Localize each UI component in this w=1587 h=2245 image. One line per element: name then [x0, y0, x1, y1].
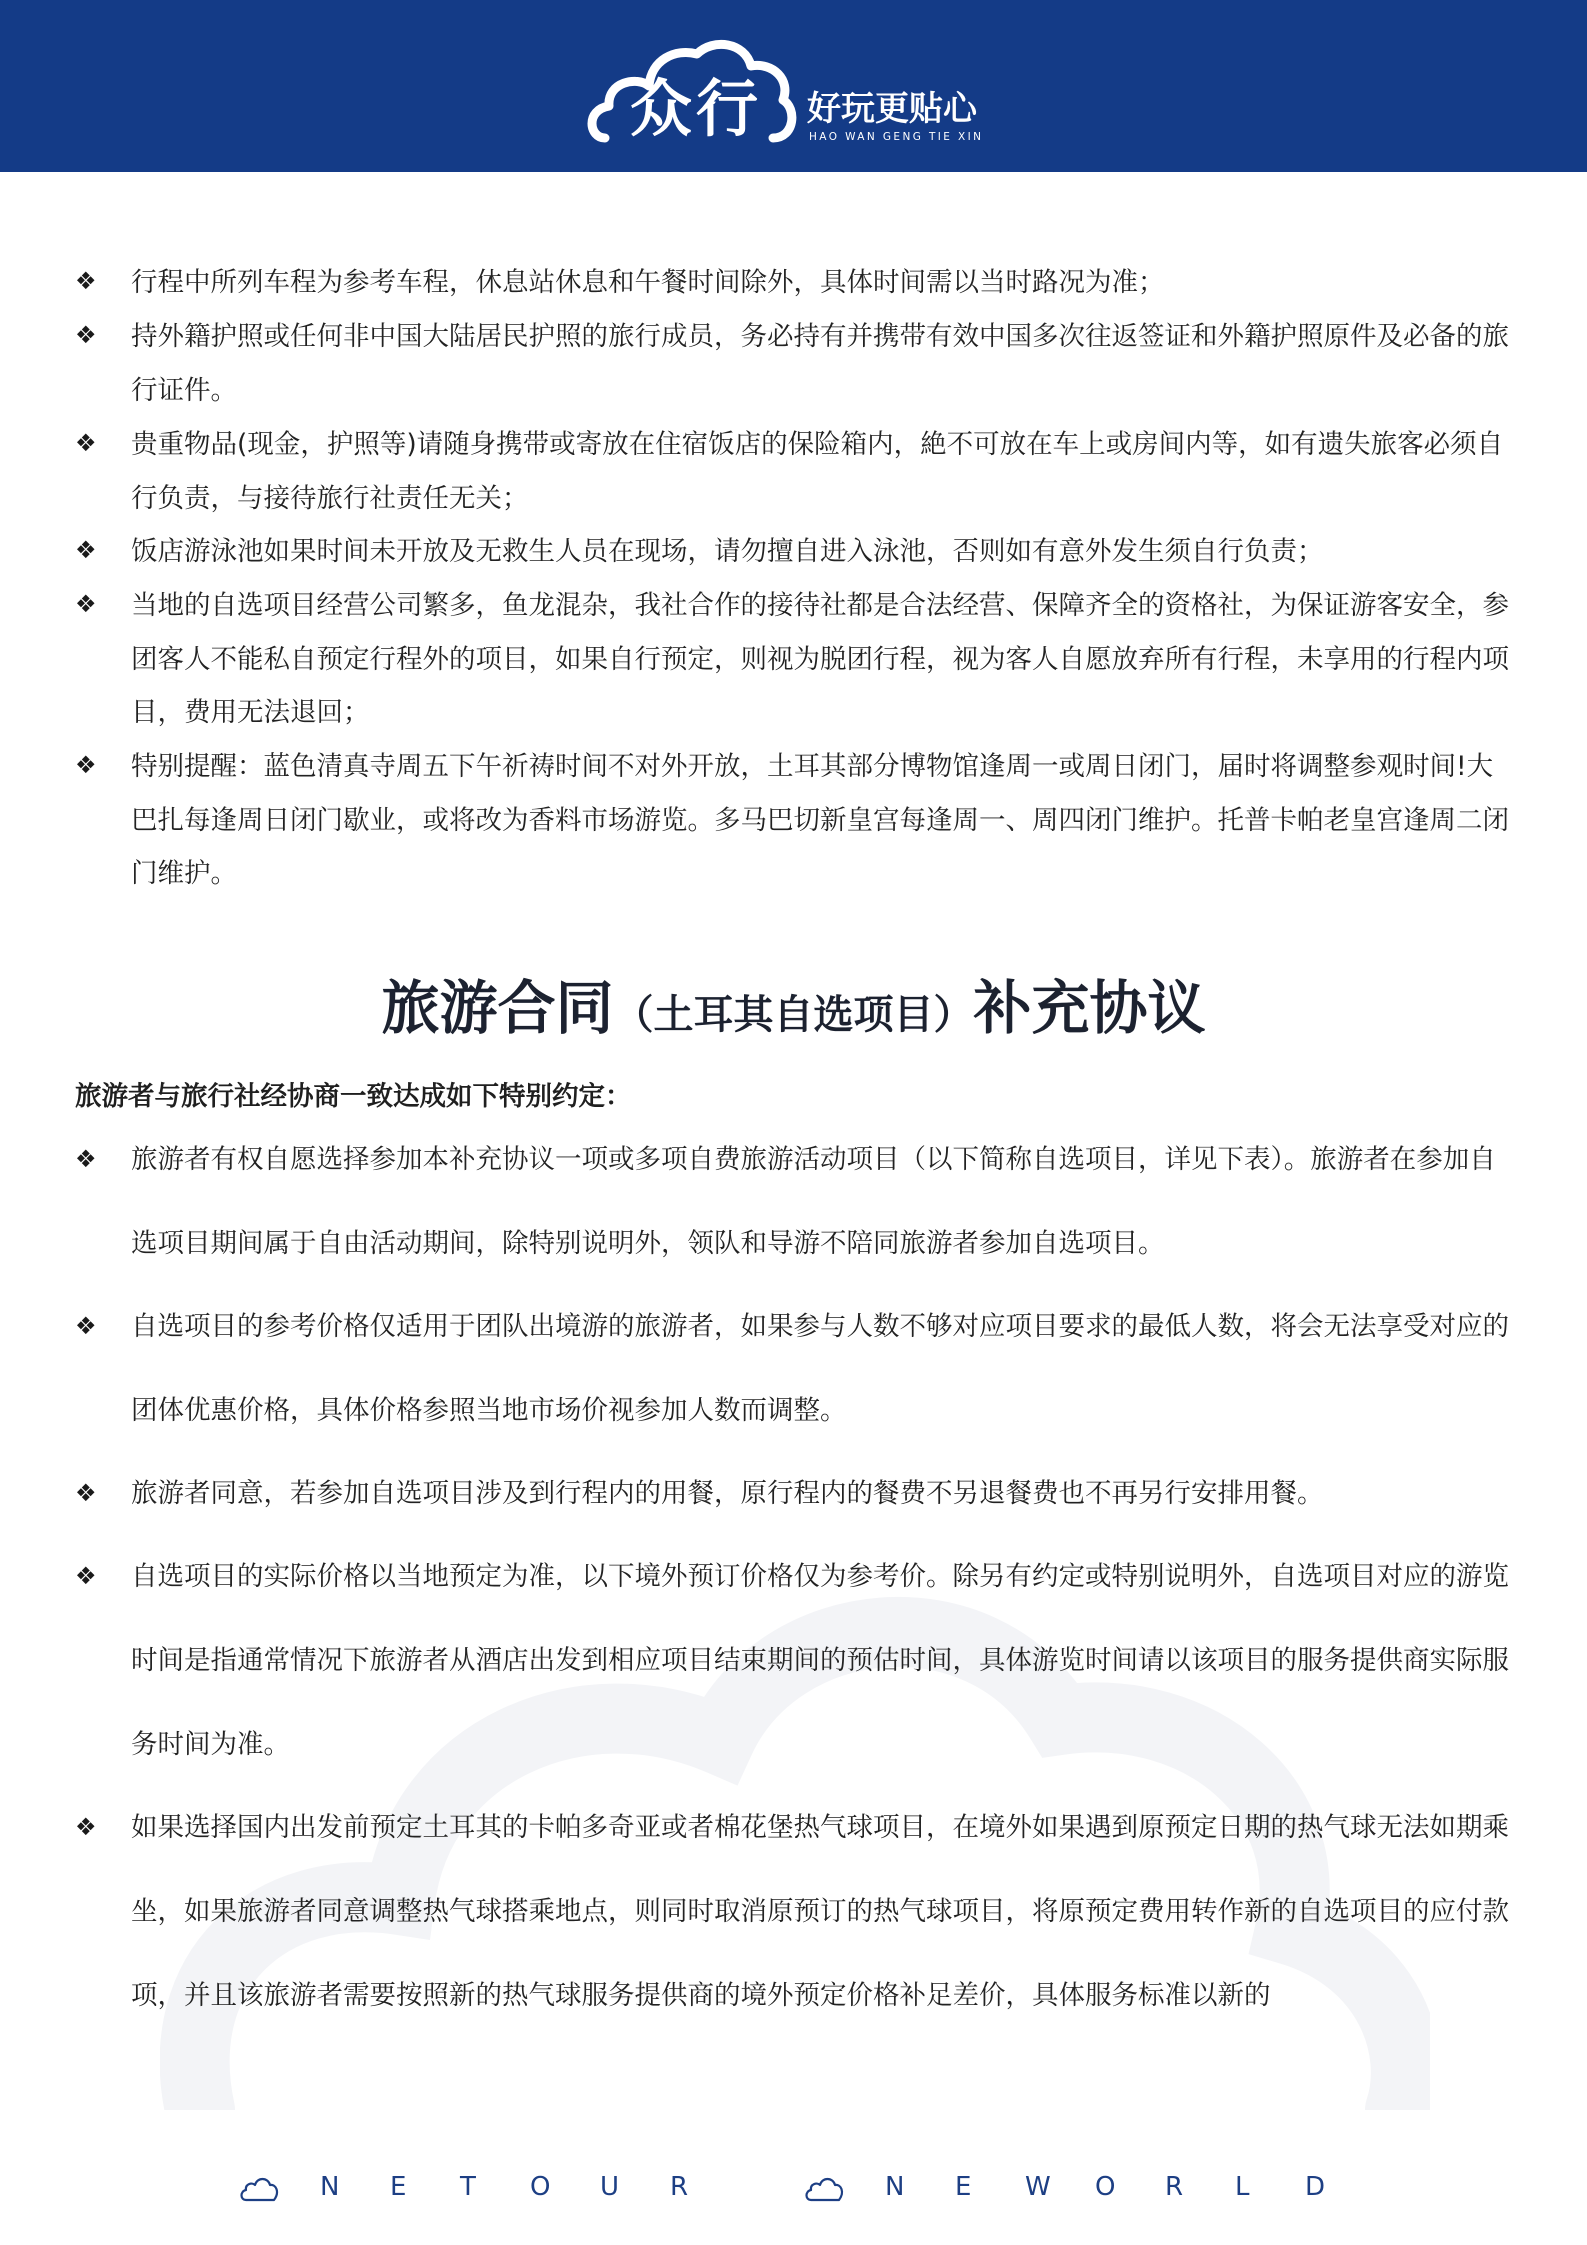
- section-title-sub: （土耳其自选项目）: [613, 992, 974, 1038]
- bullet-icon: ❖: [75, 321, 97, 349]
- footer-letter: R: [1165, 2172, 1184, 2202]
- section-title-main: 旅游合同: [381, 974, 614, 1042]
- bullet-icon: ❖: [75, 267, 97, 295]
- footer-letter: O: [1095, 2172, 1116, 2202]
- agreement-item: 自选项目的实际价格以当地预定为准，以下境外预订价格仅为参考价。除另有约定或特别说明外，自选项目对应的游览时间是指通常情况下旅游者从酒店出发到相应项目结束期间的预估时间，具体游览时间请以该项目的服务提供商实际服务时间为准。: [131, 1561, 1509, 1760]
- page-header: [0, 0, 1587, 172]
- brand-name: 众行: [630, 72, 763, 145]
- footer-letter: O: [530, 2172, 551, 2202]
- agreement-item: 如果选择国内出发前预定土耳其的卡帕多奇亚或者棉花堡热气球项目，在境外如果遇到原预定日期的热气球无法如期乘坐，如果旅游者同意调整热气球搭乘地点，则同时取消原预订的热气球项目，将原预定费用转作新的自选项目的应付款项，并且该旅游者需要按照新的热气球服务提供商的境外预定价格补足差价，具体服务标准以新的: [131, 1812, 1509, 2011]
- note-item: 饭店游泳池如果时间未开放及无救生人员在现场，请勿擅自进入泳池，否则如有意外发生须自行负责；: [131, 536, 1324, 567]
- footer-word-oneworld: [885, 2174, 1375, 2200]
- note-item: 行程中所列车程为参考车程，休息站休息和午餐时间除外，具体时间需以当时路况为准；: [131, 267, 1165, 298]
- bullet-icon: ❖: [75, 1479, 97, 1507]
- page-footer: [0, 2160, 1587, 2220]
- footer-word-onetour: [320, 2174, 740, 2200]
- bullet-icon: ❖: [75, 536, 97, 564]
- note-item: 当地的自选项目经营公司繁多，鱼龙混杂，我社合作的接待社都是合法经营、保障齐全的资格社，为保证游客安全，参团客人不能私自预定行程外的项目，如果自行预定，则视为脱团行程，视为客人自愿放弃所有行程，未享用的行程内项目，费用无法退回；: [131, 590, 1509, 728]
- cloud-icon: [805, 2174, 845, 2204]
- brand-slogan: 好玩更贴心: [807, 89, 977, 129]
- brand-slogan-pinyin: HAO WAN GENG TIE XIN: [809, 131, 984, 143]
- cloud-icon: [240, 2174, 280, 2204]
- footer-letter: E: [390, 2172, 407, 2202]
- footer-letter: R: [670, 2172, 689, 2202]
- bullet-icon: ❖: [75, 1813, 97, 1841]
- bullet-icon: ❖: [75, 429, 97, 457]
- footer-letter: U: [600, 2172, 620, 2202]
- brand-logo: [585, 26, 1015, 151]
- footer-letter: N: [885, 2172, 905, 2202]
- section-title-end: 补充协议: [973, 974, 1206, 1042]
- footer-letter: E: [955, 2172, 972, 2202]
- footer-letter: D: [1305, 2172, 1326, 2202]
- section-lead: 旅游者与旅行社经协商一致达成如下特别约定：: [75, 1081, 632, 1112]
- note-item: 贵重物品(现金，护照等)请随身携带或寄放在住宿饭店的保险箱内，絶不可放在车上或房间内等，如有遗失旅客必须自行负责，与接待旅行社责任无关；: [131, 429, 1504, 514]
- bullet-icon: ❖: [75, 1562, 97, 1590]
- footer-letter: T: [460, 2172, 476, 2202]
- bullet-icon: ❖: [75, 1312, 97, 1340]
- note-item: 持外籍护照或任何非中国大陆居民护照的旅行成员，务必持有并携带有效中国多次往返签证和外籍护照原件及必备的旅行证件。: [131, 321, 1509, 406]
- agreement-item: 旅游者有权自愿选择参加本补充协议一项或多项自费旅游活动项目（以下简称自选项目，详见下表）。旅游者在参加自选项目期间属于自由活动期间，除特别说明外，领队和导游不陪同旅游者参加自选项目。: [131, 1144, 1496, 1259]
- agreement-item: 自选项目的参考价格仅适用于团队出境游的旅游者，如果参与人数不够对应项目要求的最低人数，将会无法享受对应的团体优惠价格，具体价格参照当地市场价视参加人数而调整。: [131, 1311, 1509, 1426]
- agreement-item: 旅游者同意，若参加自选项目涉及到行程内的用餐，原行程内的餐费不另退餐费也不再另行安排用餐。: [131, 1478, 1324, 1509]
- footer-letter: L: [1235, 2172, 1250, 2202]
- note-item: 特别提醒：蓝色清真寺周五下午祈祷时间不对外开放，土耳其部分博物馆逢周一或周日闭门，届时将调整参观时间!大巴扎每逢周日闭门歇业，或将改为香料市场游览。多马巴切新皇宫每逢周一、周四闭门维护。托普卡帕老皇宫逢周二闭门维护。: [131, 751, 1509, 889]
- bullet-icon: ❖: [75, 751, 97, 779]
- bullet-icon: ❖: [75, 1145, 97, 1173]
- footer-letter: N: [320, 2172, 340, 2202]
- bullet-icon: ❖: [75, 590, 97, 618]
- footer-letter: W: [1025, 2172, 1051, 2202]
- section-title: [0, 968, 1587, 1055]
